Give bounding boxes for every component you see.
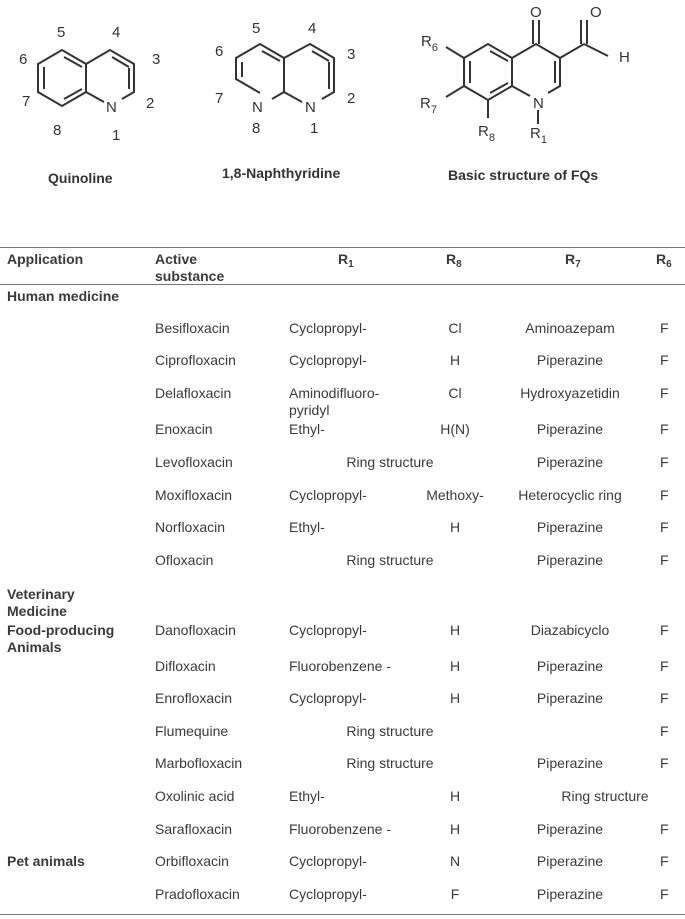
svg-text:4: 4 (112, 24, 121, 41)
header-r8: $R_8$ (446, 251, 462, 270)
svg-text:8: 8 (53, 122, 62, 139)
svg-text:3: 3 (347, 46, 356, 63)
quinoline-n-atom: N (106, 99, 117, 116)
header-bottom-rule (0, 284, 685, 285)
group-veterinary-l1: Veterinary (7, 586, 75, 602)
svg-text:6: 6 (19, 51, 28, 68)
svg-text:N: N (533, 95, 544, 112)
svg-text:O: O (530, 4, 542, 21)
header-active-substance-l2: substance (155, 268, 225, 284)
header-active-substance-l1: Active (155, 251, 198, 267)
svg-text:8: 8 (252, 120, 261, 137)
header-r7: $R_7$ (565, 251, 581, 270)
svg-text:R1: $R_1$ (530, 125, 547, 146)
group-veterinary-l2: Medicine (7, 603, 67, 619)
header-application: Application (7, 251, 84, 267)
header-r1: $R_1$ (338, 251, 354, 270)
header-r6: $R_6$ (656, 251, 672, 270)
svg-text:7: 7 (22, 93, 31, 110)
svg-text:2: 2 (347, 90, 356, 107)
fq-basic-caption: Basic structure of FQs (448, 167, 599, 183)
group-food-producing-l2: Animals (7, 639, 62, 655)
svg-text:4: 4 (308, 20, 317, 37)
svg-text:1: 1 (310, 120, 319, 137)
svg-text:7: 7 (215, 90, 224, 107)
svg-text:3: 3 (152, 51, 161, 68)
svg-text:O: O (590, 4, 602, 21)
structures-panel (0, 0, 685, 200)
table-bottom-rule (0, 914, 685, 915)
naphthyridine-caption: 1,8-Naphthyridine (222, 165, 341, 181)
svg-text:6: 6 (215, 43, 224, 60)
svg-text:R7: $R_7$ (420, 95, 437, 116)
quinoline-caption: Quinoline (48, 170, 113, 186)
group-human-medicine: Human medicine (7, 288, 120, 304)
naphthyridine-structure (215, 20, 355, 137)
svg-text:5: 5 (57, 24, 66, 41)
svg-text:R6: $R_6$ (421, 33, 438, 54)
svg-text:5: 5 (252, 20, 261, 37)
svg-text:H: H (619, 49, 630, 66)
group-food-producing-l1: Food-producing (7, 622, 115, 638)
svg-text:1: 1 (112, 127, 121, 144)
naphthyridine-n1-atom: N (305, 99, 316, 116)
quinoline-structure (19, 24, 160, 144)
svg-text:R8: $R_8$ (478, 123, 495, 144)
table-top-rule (0, 247, 685, 248)
fq-basic-structure (420, 4, 630, 146)
naphthyridine-n8-atom: N (252, 99, 263, 116)
svg-text:2: 2 (146, 95, 155, 112)
group-pet-animals: Pet animals (7, 853, 85, 869)
